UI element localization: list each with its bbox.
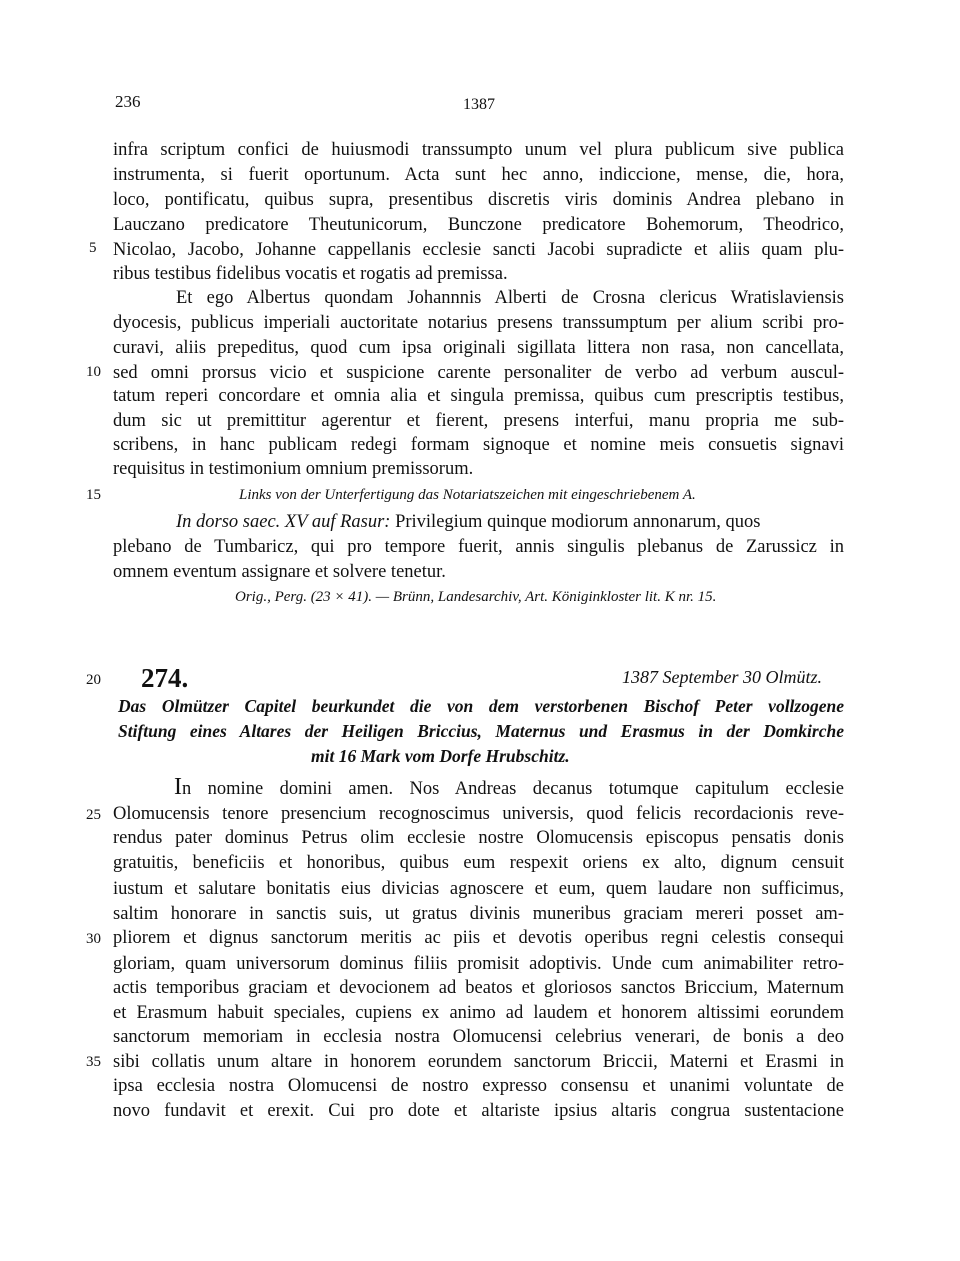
text-line: saltim honorare in sanctis suis, ut gratus divinis muneribus graciam mereri posset am-	[113, 904, 844, 924]
regest-line: Stiftung eines Altares der Heiligen Briccius, Maternus und Erasmus in der Domkirche	[118, 721, 844, 741]
text-line: actis temporibus graciam et devocionem ad beatos et gloriosos sanctos Briccium, Maternum	[113, 978, 844, 998]
text-line: sanctorum memoriam in ecclesia nostra Olomucensi celebrius venerari, de bonis a deo	[113, 1027, 844, 1047]
line-number: 15	[86, 487, 101, 503]
text-line: dum sic ut premittitur agerentur et fierent, presens interfui, manu propria me sub-	[113, 411, 844, 431]
first-line-text: n nomine domini amen. Nos Andreas decanus totumque capitulum ecclesie	[182, 779, 844, 799]
text-line: Lauczano predicatore Theutunicorum, Bunczone predicatore Bohemorum, Theodrico,	[113, 215, 844, 235]
text-line: dyocesis, publicus imperiali auctoritate notarius presens transsumptum per alium scribi pro-	[113, 313, 844, 333]
running-header-year: 1387	[463, 96, 495, 113]
text-line: ribus testibus fidelibus vocatis et rogatis ad premissa.	[113, 264, 508, 284]
initial-letter: I	[174, 774, 182, 800]
dorso-line	[176, 510, 844, 534]
regest-line: Das Olmützer Capitel beurkundet die von dem verstorbenen Bischof Peter vollzogene	[118, 696, 844, 716]
text-line: omnem eventum assignare et solvere tenetur.	[113, 562, 446, 582]
text-line: plebano de Tumbaricz, qui pro tempore fuerit, annis singulis plebanus de Zarussicz in	[113, 537, 844, 557]
text-line: gloriam, quam universorum dominus filiis promisit adoptivis. Unde cum animabiliter retro-	[113, 954, 844, 974]
text-line: tatum reperi concordare et omnia alia et singula premissa, quibus cum prescriptis testibus,	[113, 386, 844, 406]
line-number: 20	[86, 672, 101, 688]
text-line: iustum et salutare bonitatis eius divicias agnoscere et eum, quem laudare non sufficimus,	[113, 879, 844, 899]
line-number: 5	[89, 240, 97, 256]
text-line: novo fundavit et erexit. Cui pro dote et altariste ipsius altaris congrua sustentacione	[113, 1101, 844, 1121]
text-line: pliorem et dignus sanctorum meritis ac piis et devotis operibus regni celestis consequi	[113, 928, 844, 948]
first-text-line	[174, 775, 844, 799]
text-line: sibi collatis unum altare in honorem eorundem sanctorum Briccii, Materni et Erasmi in	[113, 1052, 844, 1072]
line-number: 10	[86, 364, 101, 380]
text-line: Et ego Albertus quondam Johannnis Alberti de Crosna clericus Wratislaviensis	[176, 288, 844, 308]
dorso-text: Privilegium quinque modiorum annonarum, quos	[390, 512, 761, 532]
text-line: Nicolao, Jacobo, Johanne cappellanis ecclesie sancti Jacobi supradicte et aliis quam plu-	[113, 240, 844, 260]
line-number: 30	[86, 931, 101, 947]
text-line: loco, pontificatu, quibus supra, presentibus discretis viris dominis Andrea plebano in	[113, 190, 844, 210]
text-line: et Erasmum habuit speciales, cupiens ex animo ad laudem et honorem altissimi eorundem	[113, 1003, 844, 1023]
line-number: 35	[86, 1054, 101, 1070]
document-date: 1387 September 30 Olmütz.	[622, 667, 822, 687]
text-line: Olomucensis tenore presencium recognoscimus universis, quod felicis recordacionis reve-	[113, 804, 844, 824]
text-line: instrumenta, si fuerit oportunum. Acta sunt hec anno, indiccione, mense, die, hora,	[113, 165, 844, 185]
text-line: requisitus in testimonium omnium premissorum.	[113, 459, 474, 479]
regest-line: mit 16 Mark vom Dorfe Hrubschitz.	[311, 746, 570, 766]
text-line: ipsa ecclesia nostra Olomucensi de nostro expresso consensu et unanimi voluntate de	[113, 1076, 844, 1096]
text-line: rendus pater dominus Petrus olim ecclesie nostre Olomucensis episcopus pensatis donis	[113, 828, 844, 848]
dorso-label: In dorso saec. XV auf Rasur:	[176, 512, 391, 532]
line-number: 25	[86, 807, 101, 823]
page-number: 236	[115, 92, 141, 111]
text-line: curavi, aliis prepeditus, quod cum ipsa originali sigillata littera non rasa, non cancellata,	[113, 338, 844, 358]
document-number: 274.	[141, 663, 189, 693]
notary-sign-note: Links von der Unterfertigung das Notariatszeichen mit eingeschriebenem A.	[239, 487, 696, 503]
source-note: Orig., Perg. (23 × 41). — Brünn, Landesarchiv, Art. Königinkloster lit. K nr. 15.	[235, 589, 717, 605]
text-line: scribens, in hanc publicam redegi formam signoque et nomine meis consuetis signavi	[113, 435, 844, 455]
text-line: infra scriptum confici de huiusmodi transsumpto unum vel plura publicum sive publica	[113, 140, 844, 160]
text-line: sed omni prorsus vicio et suspicione carente personaliter de verbo ad verbum auscul-	[113, 363, 844, 383]
text-line: gratuitis, beneficiis et honoribus, quibus eum respexit oriens ex alto, dignum censuit	[113, 853, 844, 873]
